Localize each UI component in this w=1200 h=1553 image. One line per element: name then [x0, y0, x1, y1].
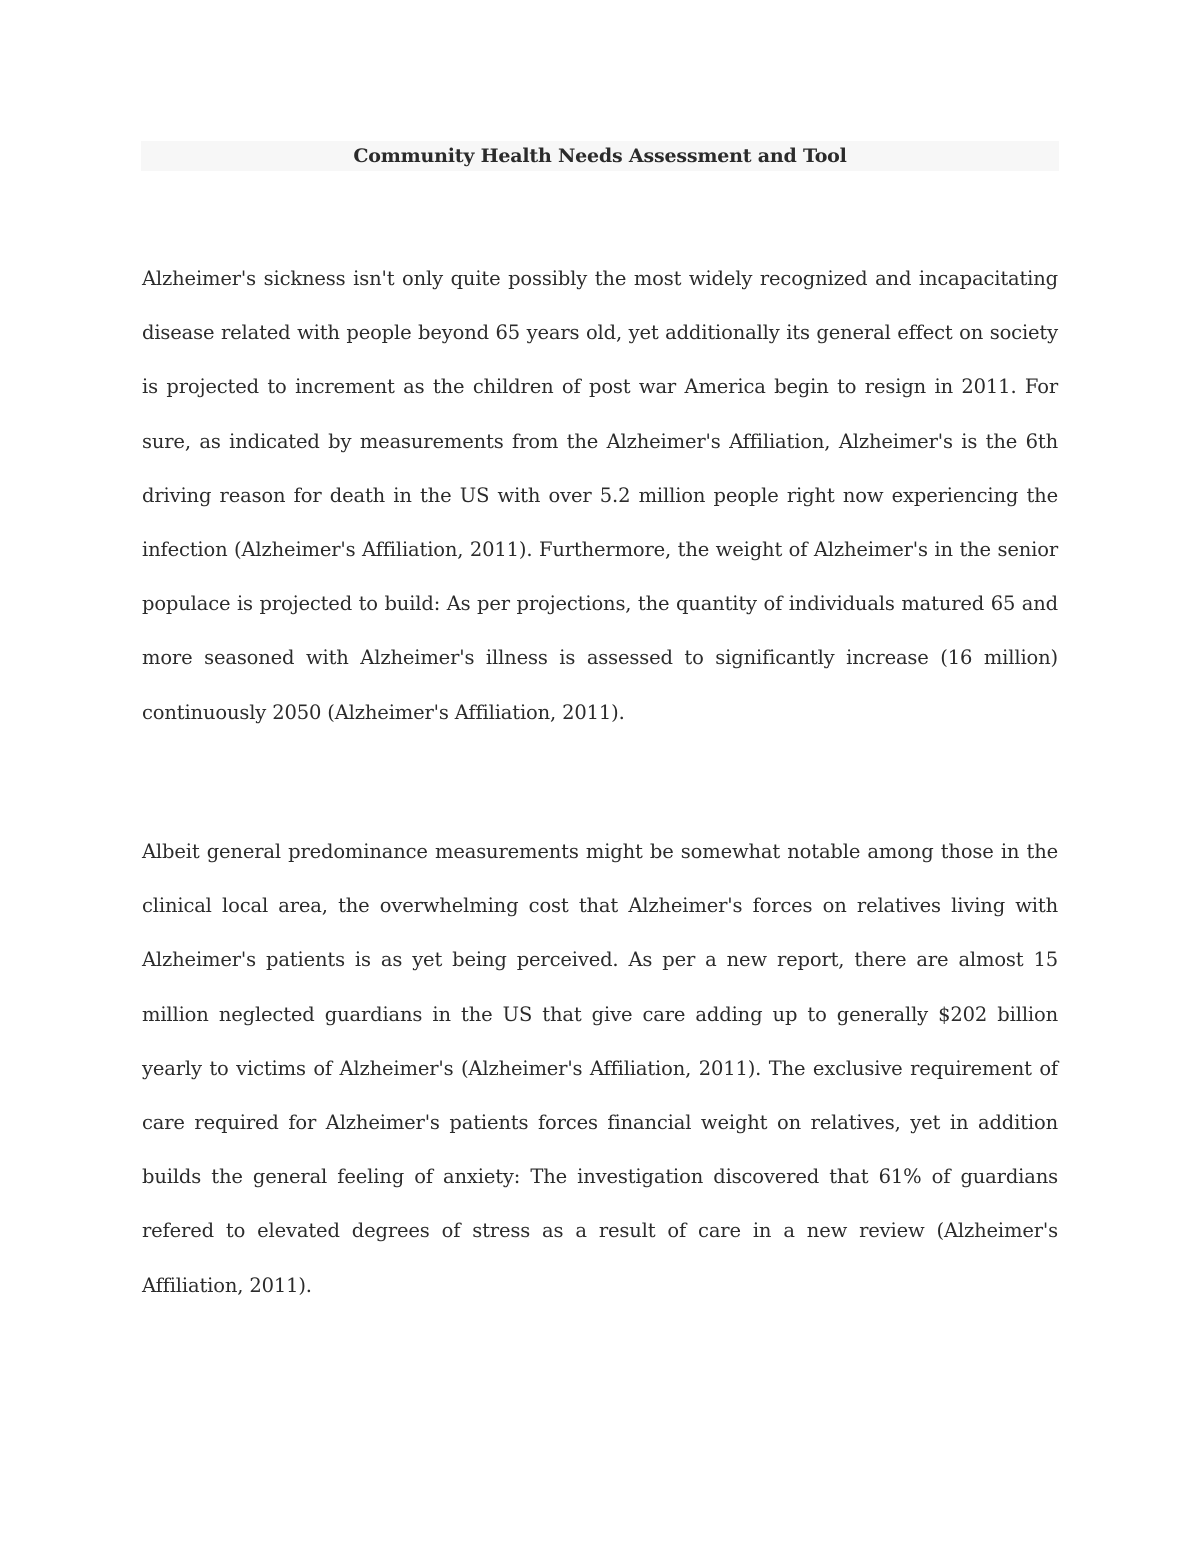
paragraph-2: Albeit general predominance measurements might be somewhat notable among those in the clinical local area, the overwhelming cost that Alzheimer's forces on relatives living with Alzheimer's patients is as yet being perceived. As per a new report, there are almost 15 million neglected guardians in the US that give care adding up to generally $202 billion yearly to victims of Alzheimer's (Alzheimer's Affiliation, 2011). The exclusive requirement of care required for Alzheimer's patients forces financial weight on relatives, yet in addition builds the general feeling of anxiety: The investigation discovered that 61% of guardians refered to elevated degrees of stress as a result of care in a new review (Alzheimer's Affiliation, 2011).: [142, 840, 1058, 1297]
title-highlight: [141, 141, 1059, 171]
paragraph-1: Alzheimer's sickness isn't only quite possibly the most widely recognized and incapacitating disease related with people beyond 65 years old, yet additionally its general effect on society is projected to increment as the children of post war America begin to resign in 2011. For sure, as indicated by measurements from the Alzheimer's Affiliation, Alzheimer's is the 6th driving reason for death in the US with over 5.2 million people right now experiencing the infection (Alzheimer's Affiliation, 2011). Furthermore, the weight of Alzheimer's in the senior populace is projected to build: As per projections, the quantity of individuals matured 65 and more seasoned with Alzheimer's illness is assessed to significantly increase (16 million) continuously 2050 (Alzheimer's Affiliation, 2011).: [142, 267, 1058, 724]
document-title: Community Health Needs Assessment and Tool: [353, 145, 847, 167]
